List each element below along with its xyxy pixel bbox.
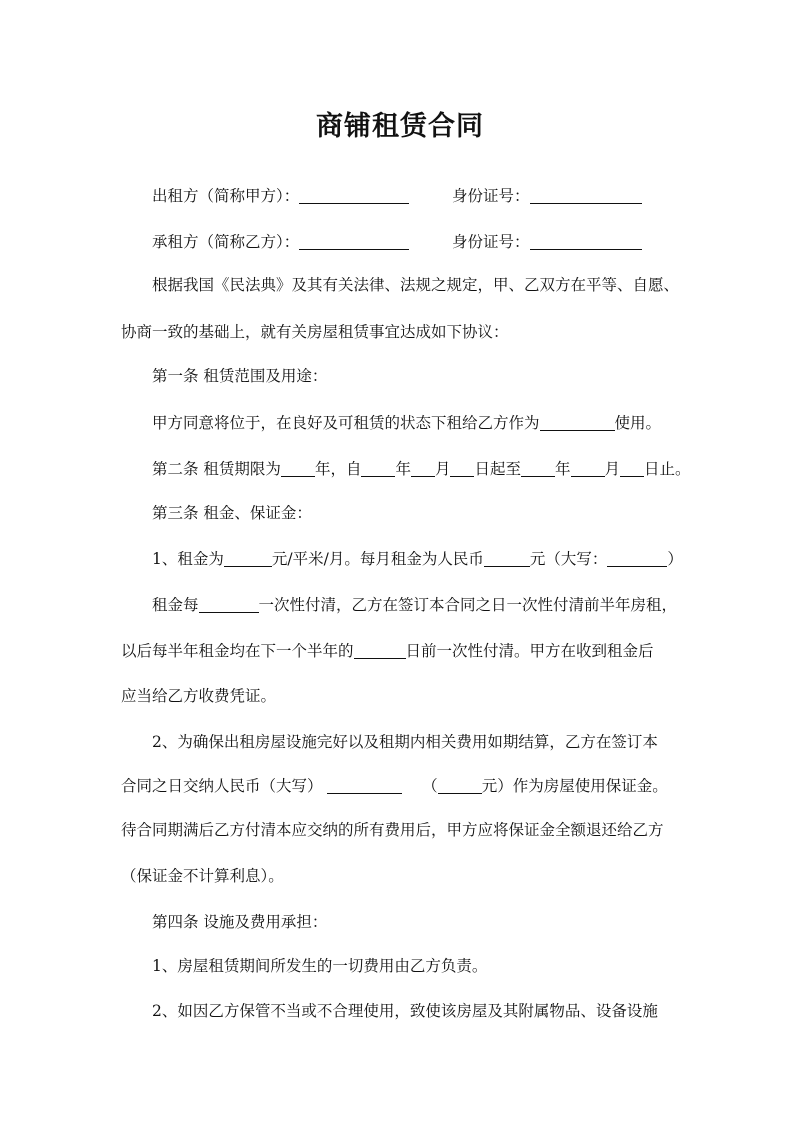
lessee-id-blank <box>530 234 642 250</box>
payment-date-label: 以后每半年租金均在下一个半年的 <box>121 642 354 660</box>
rent-close-paren: ） <box>667 550 683 568</box>
lessee-id-line <box>452 232 642 252</box>
article2-month-1: 月 <box>434 460 451 478</box>
payment-cycle-blank <box>199 597 259 613</box>
lessor-name-blank <box>299 188 409 204</box>
article2-year-2: 年 <box>555 460 571 478</box>
article2-day-from: 日起至 <box>474 460 521 478</box>
payment-date-blank <box>354 643 406 659</box>
article3-p8: （保证金不计算利息）。 <box>121 867 284 885</box>
lessor-line <box>152 186 409 206</box>
article2-line <box>152 459 691 479</box>
start-year-blank <box>361 461 395 477</box>
payment-date-text: 日前一次性付清。甲方在收到租金后 <box>405 642 654 660</box>
article4-p1: 1、房屋租赁期间所发生的一切费用由乙方负责。 <box>152 957 488 975</box>
intro-line-1: 根据我国《民法典》及其有关法律、法规之规定，甲、乙双方在平等、自愿、 <box>152 276 680 294</box>
article3-p5: 2、为确保出租房屋设施完好以及租期内相关费用如期结算，乙方在签订本 <box>152 733 658 751</box>
article3-heading: 第三条 租金、保证金： <box>152 504 312 522</box>
start-day-blank <box>450 461 474 477</box>
end-day-blank <box>620 461 644 477</box>
lessee-id-label: 身份证号： <box>452 233 530 251</box>
article1-text-a: 甲方同意将位于，在良好及可租赁的状态下租给乙方作为 <box>152 414 540 432</box>
article3-p2 <box>152 595 677 615</box>
article1-text <box>152 413 661 433</box>
lessor-id-label: 身份证号： <box>452 187 530 205</box>
usage-blank <box>540 415 615 431</box>
payment-cycle-label: 租金每 <box>152 596 199 614</box>
rent-uppercase-label: 元（大写： <box>529 550 608 568</box>
article3-p7: 待合同期满后乙方付清本应交纳的所有费用后，甲方应将保证金全额退还给乙方 <box>121 821 664 839</box>
end-year-blank <box>521 461 555 477</box>
rent-uppercase-blank <box>607 551 667 567</box>
lessee-name-blank <box>299 234 409 250</box>
deposit-amount-blank <box>438 778 482 794</box>
article2-month-2: 月 <box>604 460 621 478</box>
rent-monthly-label: 元/平米/月。每月租金为人民币 <box>271 550 484 568</box>
article1-text-b: 使用。 <box>614 414 662 432</box>
rent-monthly-blank <box>484 551 530 567</box>
article3-p3 <box>121 641 654 661</box>
article4-heading: 第四条 设施及费用承担： <box>152 913 328 931</box>
article2-day-end: 日止。 <box>644 460 691 478</box>
article2-from: 年，自 <box>314 460 362 478</box>
document-title: 商铺租赁合同 <box>316 111 484 142</box>
intro-line-2: 协商一致的基础上，就有关房屋租赁事宜达成如下协议： <box>121 323 509 341</box>
deposit-uppercase-label: 合同之日交纳人民币（大写） <box>121 777 323 795</box>
end-month-blank <box>571 461 605 477</box>
lessee-label: 承租方（简称乙方）： <box>152 233 300 251</box>
start-month-blank <box>411 461 435 477</box>
article3-p4: 应当给乙方收费凭证。 <box>121 687 277 705</box>
rent-per-sqm-blank <box>224 551 272 567</box>
article1-heading: 第一条 租赁范围及用途： <box>152 367 328 385</box>
article2-text-a: 第二条 租赁期限为 <box>152 460 281 478</box>
lessor-id-blank <box>530 188 642 204</box>
term-years-blank <box>281 461 315 477</box>
article4-p2: 2、如因乙方保管不当或不合理使用，致使该房屋及其附属物品、设备设施 <box>152 1002 658 1020</box>
lessor-label: 出租方（简称甲方）： <box>152 187 300 205</box>
article2-year-1: 年 <box>395 460 411 478</box>
lessor-id-line <box>452 186 642 206</box>
payment-cycle-text: 一次性付清，乙方在签订本合同之日一次性付清前半年房租， <box>258 596 678 614</box>
deposit-amount-text: 元）作为房屋使用保证金。 <box>481 777 668 795</box>
article3-p6 <box>121 776 668 796</box>
rent-label: 1、租金为 <box>152 550 224 568</box>
article3-p1 <box>152 549 683 569</box>
lessee-line <box>152 232 409 252</box>
deposit-uppercase-blank <box>327 778 402 794</box>
deposit-open-paren: （ <box>422 777 438 795</box>
